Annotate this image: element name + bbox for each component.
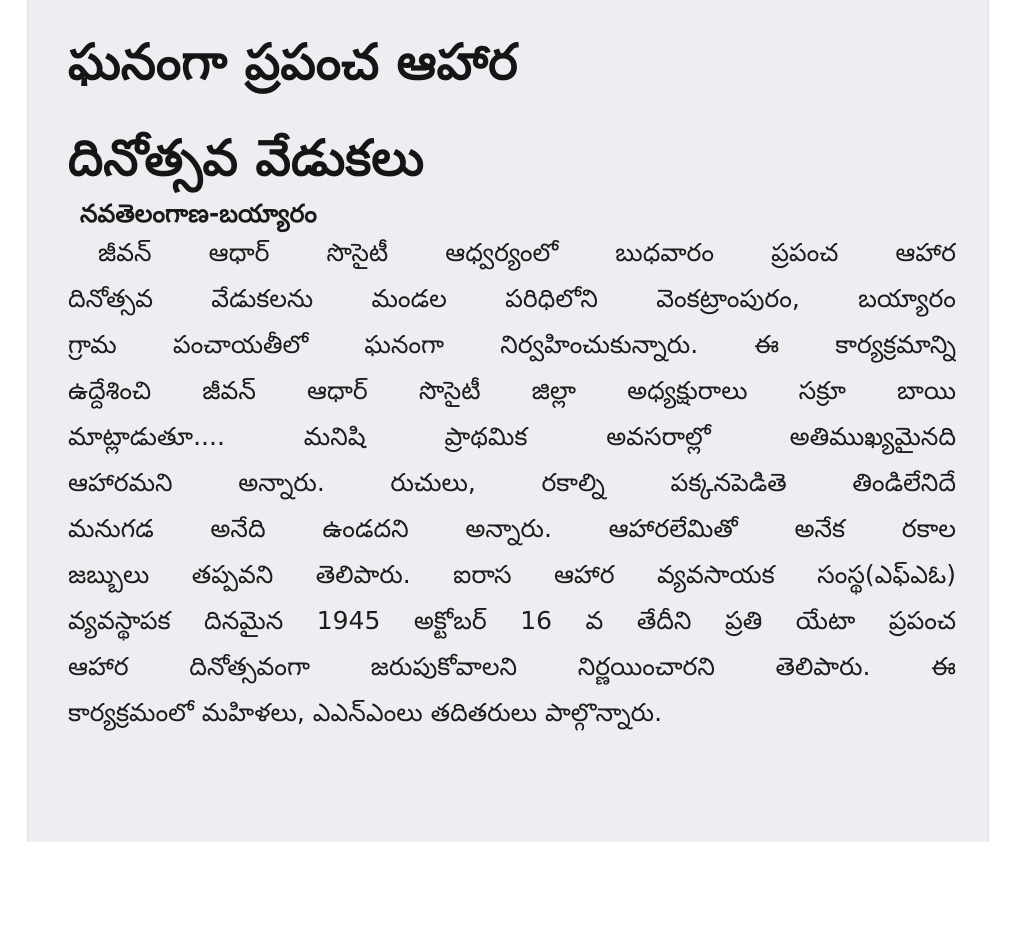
body-line: దినోత్సవ వేడుకలను మండల పరిధిలోని వెంకట్రాంపురం, బయ్యారం (68, 284, 956, 313)
body-line: జీవన్ ఆధార్ సొసైటీ ఆధ్వర్యంలో బుధవారం ప్రపంచ ఆహార (98, 238, 956, 267)
body-line: ఆహారమని అన్నారు. రుచులు, రకాల్ని పక్కనపెడితె తిండిలేనిదే (68, 468, 956, 497)
news-clipping (27, 0, 989, 842)
body-line: ఉద్దేశించి జీవన్ ఆధార్ సొసైటీ జిల్లా అధ్యక్షురాలు సక్రూ బాయి (68, 376, 956, 405)
body-line: ఆహార దినోత్సవంగా జరుపుకోవాలని నిర్ణయించారని తెలిపారు. ఈ (68, 652, 956, 681)
body-line: మనుగడ అనేది ఉండదని అన్నారు. ఆహారలేమితో అనేక రకాల (68, 514, 956, 543)
headline-line-1: ఘనంగా ప్రపంచ ఆహార (68, 33, 518, 91)
dateline: నవతెలంగాణ-బయ్యారం (80, 199, 318, 228)
body-line: జబ్బులు తప్పవని తెలిపారు. ఐరాస ఆహార వ్యవసాయక సంస్థ(ఎఫ్ఎఓ) (68, 560, 956, 589)
headline-line-2: దినోత్సవ వేడుకలు (68, 129, 425, 187)
body-line: కార్యక్రమంలో మహిళలు, ఎఎన్ఎంలు తదితరులు పాల్గొన్నారు. (68, 698, 663, 727)
body-line: వ్యవస్థాపక దినమైన 1945 అక్టోబర్ 16 వ తేదీని ప్రతి యేటా ప్రపంచ (68, 606, 956, 635)
body-line: గ్రామ పంచాయతీలో ఘనంగా నిర్వహించుకున్నారు. ఈ కార్యక్రమాన్ని (68, 330, 956, 359)
body-line: మాట్లాడుతూ.... మనిషి ప్రాథమిక అవసరాల్లో అతిముఖ్యమైనది (68, 422, 956, 451)
